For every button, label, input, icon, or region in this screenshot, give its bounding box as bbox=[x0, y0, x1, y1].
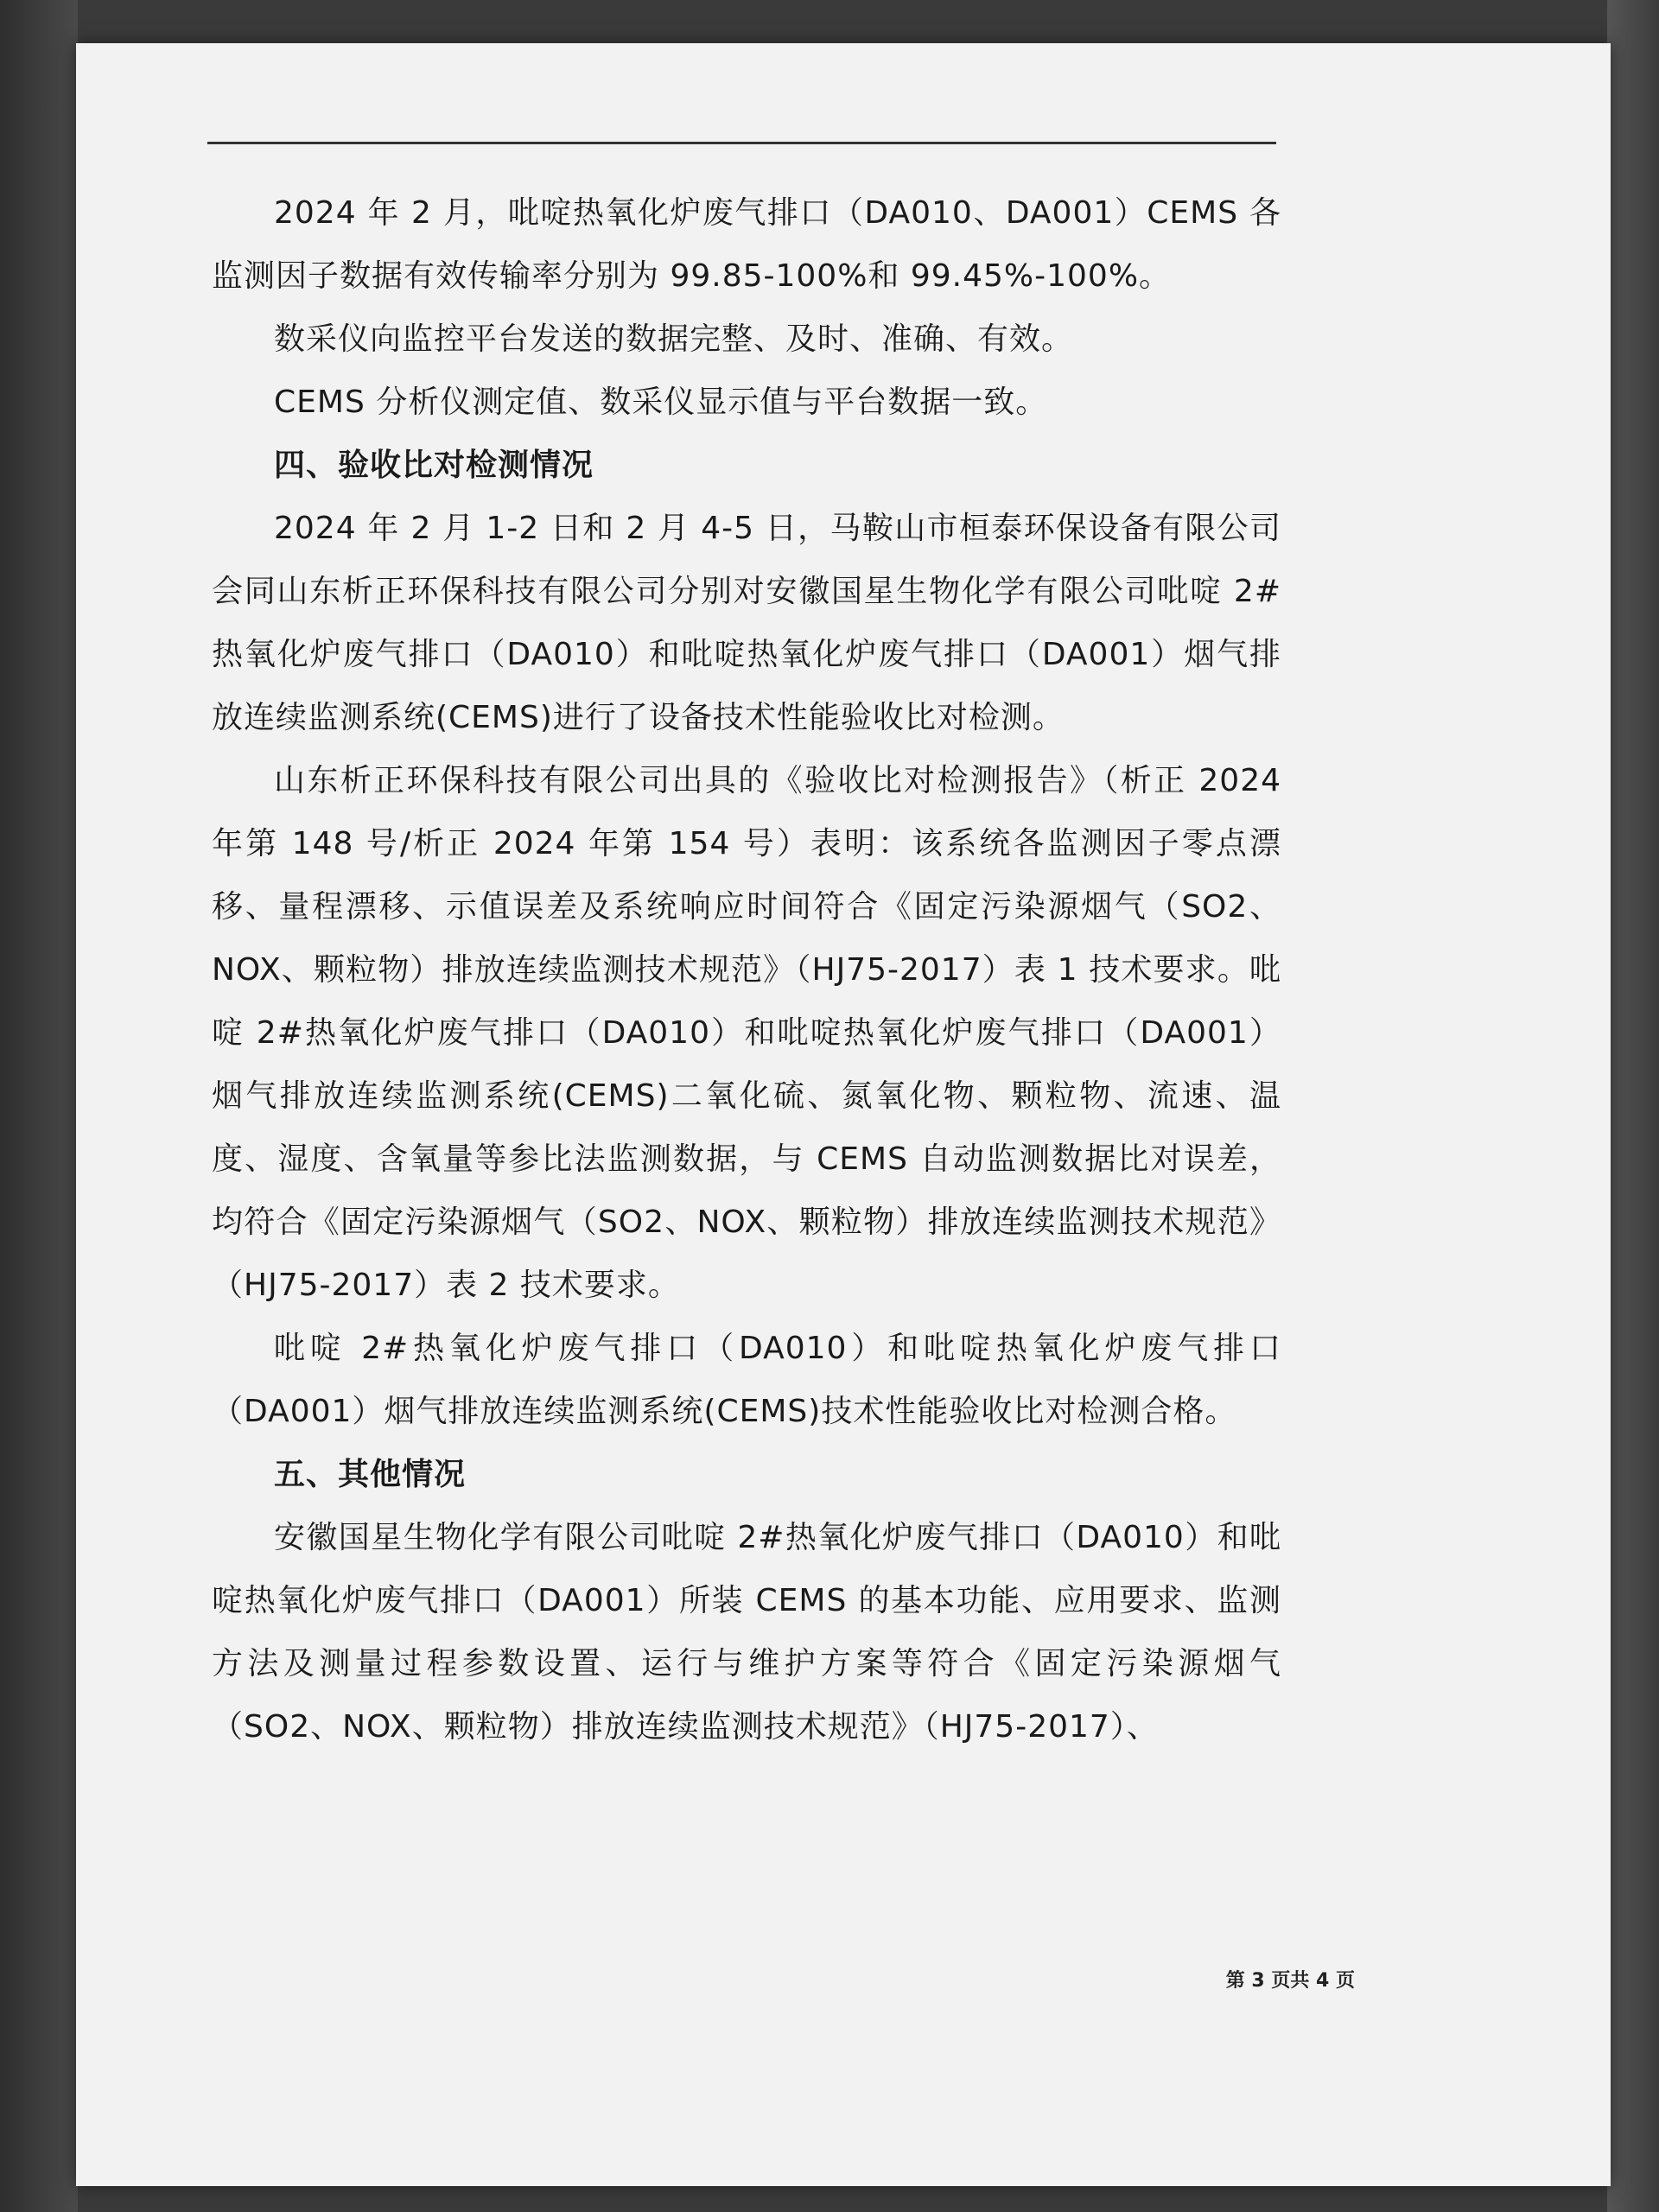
paragraph-test-result: 吡啶 2#热氧化炉废气排口（DA010）和吡啶热氧化炉废气排口（DA001）烟气排放连续监测系统(CEMS)技术性能验收比对检测合格。 bbox=[212, 1331, 1281, 1429]
document-body bbox=[212, 181, 1281, 1758]
paragraph-other-situation: 安徽国星生物化学有限公司吡啶 2#热氧化炉废气排口（DA010）和吡啶热氧化炉废气排口（DA001）所装 CEMS 的基本功能、应用要求、监测方法及测量过程参数设置、运行与维护方案等符合《固定污染源烟气（SO2、NOX、颗粒物）排放连续监测技术规范》（HJ75-2017）、 bbox=[212, 1520, 1281, 1745]
paragraph-test-report: 山东析正环保科技有限公司出具的《验收比对检测报告》（析正 2024 年第 148 号/析正 2024 年第 154 号）表明：该系统各监测因子零点漂移、量程漂移、示值误差及系统响应时间符合《固定污染源烟气（SO2、NOX、颗粒物）排放连续监测技术规范》（HJ75-2017）表 1 技术要求。吡啶 2#热氧化炉废气排口（DA010）和吡啶热氧化炉废气排口（DA001）烟气排放连续监测系统(CEMS)二氧化硫、氮氧化物、颗粒物、流速、温度、湿度、含氧量等参比法监测数据，与 CEMS 自动监测数据比对误差，均符合《固定污染源烟气（SO2、NOX、颗粒物）排放连续监测技术规范》（HJ75-2017）表 2 技术要求。 bbox=[212, 763, 1281, 1303]
paragraph-transmission-rate: 2024 年 2 月，吡啶热氧化炉废气排口（DA010、DA001）CEMS 各监测因子数据有效传输率分别为 99.85-100%和 99.45%-100%。 bbox=[212, 195, 1281, 294]
header-rule bbox=[207, 142, 1276, 144]
section-heading-5: 五、其他情况 bbox=[274, 1457, 467, 1492]
background-right bbox=[1607, 0, 1659, 2212]
paragraph-data-consistency: CEMS 分析仪测定值、数采仪显示值与平台数据一致。 bbox=[274, 385, 1048, 420]
background-left bbox=[0, 0, 78, 2212]
paragraph-acceptance-testing: 2024 年 2 月 1-2 日和 2 月 4-5 日，马鞍山市桓泰环保设备有限公司会同山东析正环保科技有限公司分别对安徽国星生物化学有限公司吡啶 2#热氧化炉废气排口（DA010）和吡啶热氧化炉废气排口（DA001）烟气排放连续监测系统(CEMS)进行了设备技术性能验收比对检测。 bbox=[212, 511, 1281, 735]
section-heading-4: 四、验收比对检测情况 bbox=[274, 448, 594, 483]
paragraph-data-sending: 数采仪向监控平台发送的数据完整、及时、准确、有效。 bbox=[274, 321, 1074, 357]
page-number: 第 3 页共 4 页 bbox=[1225, 1970, 1355, 1992]
